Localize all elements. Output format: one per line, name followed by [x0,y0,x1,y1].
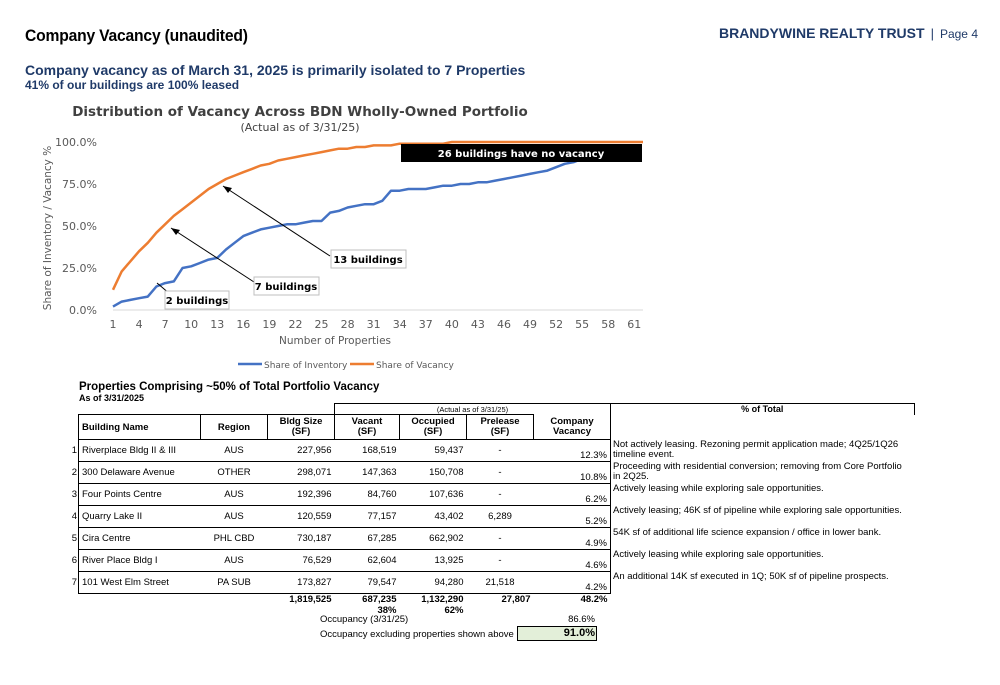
prelease-sf: 6,289 [467,506,534,528]
x-axis-label: Number of Properties [278,335,392,347]
table-header-row [66,415,921,440]
table-row [66,462,921,484]
occupied-sf: 59,437 [400,440,467,462]
annotation-2-buildings: 2 buildings [165,296,229,307]
chart-subtitle: (Actual as of 3/31/25) [240,121,360,134]
actual-group-label: (Actual as of 3/31/25) [335,404,611,415]
subheadline: 41% of our buildings are 100% leased [25,78,240,92]
annotation-26-buildings: 26 buildings have no vacancy [437,149,605,160]
x-tick-label: 31 [366,318,381,331]
prelease-sf: 21,518 [467,572,534,594]
row-number: 1 [71,445,77,456]
col-size-header: Bldg Size (SF) [268,415,335,440]
row-number: 2 [71,467,77,478]
row-note: An additional 14K sf executed in 1Q; 50K sf of pipeline prospects. [613,570,889,582]
headline: Company vacancy as of March 31, 2025 is primarily isolated to 7 Properties [25,62,526,78]
header-brand-block [719,25,978,41]
prelease-sf: - [467,440,534,462]
table-title: Properties Comprising ~50% of Total Portfolio Vacancy [79,381,380,393]
x-tick-label: 52 [549,318,564,331]
table-body [66,440,921,594]
header-separator: | [930,26,934,41]
pct-vacancy: 12.3% [534,440,611,462]
x-tick-label: 34 [392,318,407,331]
building-name: 300 Delaware Avenue [79,462,201,484]
row-note: Actively leasing while exploring sale opportunities. [613,548,824,560]
vacancy-table [66,403,921,616]
x-tick-label: 58 [601,318,616,331]
prelease-sf: - [467,550,534,572]
vacant-sf: 147,363 [335,462,400,484]
row-number: 7 [71,577,77,588]
vacant-sf: 168,519 [335,440,400,462]
x-tick-label: 22 [288,318,303,331]
occupied-sf: 107,636 [400,484,467,506]
occupied-sf: 13,925 [400,550,467,572]
x-tick-label: 46 [496,318,511,331]
vacant-sf: 77,157 [335,506,400,528]
x-tick-label: 43 [470,318,485,331]
x-tick-label: 25 [314,318,329,331]
bldg-size: 120,559 [268,506,335,528]
region: AUS [201,484,268,506]
occupancy-value: 86.6% [568,614,595,625]
chart-legend [238,361,454,371]
col-occupied-header: Occupied (SF) [400,415,467,440]
x-tick-label: 10 [184,318,199,331]
x-tick-label: 19 [262,318,277,331]
x-tick-labels [110,318,642,331]
region: PA SUB [201,572,268,594]
vacant-sf: 84,760 [335,484,400,506]
arrow-head-13 [223,186,232,193]
annotation-7-buildings: 7 buildings [254,282,318,293]
row-note: Actively leasing; 46K sf of pipeline while exploring sale opportunities. [613,504,902,516]
table-group-header-row [66,404,921,415]
x-tick-label: 55 [575,318,590,331]
table-row [66,506,921,528]
occupied-sf: 150,708 [400,462,467,484]
col-building-header: Building Name [79,415,201,440]
page-number: Page 4 [939,27,978,41]
col-region-header: Region [201,415,268,440]
annotation-13-buildings: 13 buildings [333,255,403,266]
x-tick-label: 28 [340,318,355,331]
pct-vacancy: 4.9% [534,528,611,550]
building-name: Riverplace Bldg II & III [79,440,201,462]
x-tick-label: 7 [161,318,169,331]
bldg-size: 76,529 [268,550,335,572]
total-size: 1,819,525 [268,594,335,617]
brand-name: BRANDYWINE REALTY TRUST [718,25,925,41]
arrow-head-7 [171,228,180,235]
occupancy-label: Occupancy (3/31/25) [320,614,409,625]
col-prelease-header: Prelease (SF) [467,415,534,440]
x-tick-label: 49 [523,318,538,331]
region: AUS [201,550,268,572]
bldg-size: 192,396 [268,484,335,506]
region: AUS [201,506,268,528]
total-prelease: 27,807 [467,594,534,617]
x-tick-label: 40 [444,318,459,331]
series-line-inventory [113,159,582,307]
vacancy-distribution-chart [35,98,655,378]
x-tick-label: 13 [210,318,225,331]
row-number: 4 [71,511,77,522]
pct-vacancy: 6.2% [534,484,611,506]
table-row [66,484,921,506]
row-note: Proceeding with residential conversion; removing from Core Portfolio in 2Q25. [613,460,902,482]
occupied-sf: 43,402 [400,506,467,528]
vacant-sf: 67,285 [335,528,400,550]
row-number: 6 [71,555,77,566]
row-note: Actively leasing while exploring sale opportunities. [613,482,824,494]
table-row [66,440,921,462]
total-occupied: 1,132,290 62% [400,594,467,617]
y-tick-labels [55,136,97,317]
table-as-of: As of 3/31/2025 [79,393,145,403]
bldg-size: 298,071 [268,462,335,484]
region: PHL CBD [201,528,268,550]
bldg-size: 730,187 [268,528,335,550]
pct-vacancy: 4.6% [534,550,611,572]
y-tick-label: 0.0% [69,304,97,317]
row-note: Not actively leasing. Rezoning permit application made; 4Q25/1Q26 timeline event. [613,438,899,460]
y-tick-label: 25.0% [62,262,97,275]
region: OTHER [201,462,268,484]
pct-vacancy: 4.2% [534,572,611,594]
y-tick-label: 100.0% [55,136,97,149]
table-totals-row [66,594,921,617]
row-number: 3 [71,489,77,500]
y-tick-label: 50.0% [62,220,97,233]
prelease-sf: - [467,462,534,484]
pct-vacancy: 5.2% [534,506,611,528]
pct-vacancy: 10.8% [534,462,611,484]
y-axis-label: Share of Inventory / Vacancy % [42,145,54,311]
occupied-sf: 94,280 [400,572,467,594]
occupancy-excl-label: Occupancy excluding properties shown above [320,629,514,640]
building-name: Four Points Centre [79,484,201,506]
x-tick-label: 4 [135,318,143,331]
y-tick-label: 75.0% [62,178,97,191]
chart-series [113,142,643,307]
occupied-sf: 662,902 [400,528,467,550]
chart-title: Distribution of Vacancy Across BDN Wholly-Owned Portfolio [72,104,528,120]
building-name: Quarry Lake II [79,506,201,528]
building-name: River Place Bldg I [79,550,201,572]
prelease-sf: - [467,484,534,506]
table-row [66,550,921,572]
prelease-sf: - [467,528,534,550]
vacant-sf: 62,604 [335,550,400,572]
occupancy-excl-value: 91.0% [517,626,597,641]
total-vacant: 687,235 38% [335,594,400,617]
col-pct-header: Company Vacancy [534,415,611,440]
table-row [66,528,921,550]
building-name: 101 West Elm Street [79,572,201,594]
col-vacant-header: Vacant (SF) [335,415,400,440]
legend-label-vacancy: Share of Vacancy [376,361,454,371]
building-name: Cira Centre [79,528,201,550]
page-title: Company Vacancy (unaudited) [25,26,248,45]
legend-label-inventory: Share of Inventory [264,361,348,371]
region: AUS [201,440,268,462]
col-pct-header-1: % of Total [611,404,915,415]
x-tick-label: 16 [236,318,251,331]
row-note: 54K sf of additional life science expansion / office in lower bank. [613,526,882,538]
vacant-sf: 79,547 [335,572,400,594]
x-tick-label: 37 [418,318,433,331]
x-tick-label: 61 [627,318,642,331]
bldg-size: 173,827 [268,572,335,594]
bldg-size: 227,956 [268,440,335,462]
table-row [66,572,921,594]
x-tick-label: 1 [109,318,117,331]
row-number: 5 [71,533,77,544]
total-pct: 48.2% [534,594,611,617]
